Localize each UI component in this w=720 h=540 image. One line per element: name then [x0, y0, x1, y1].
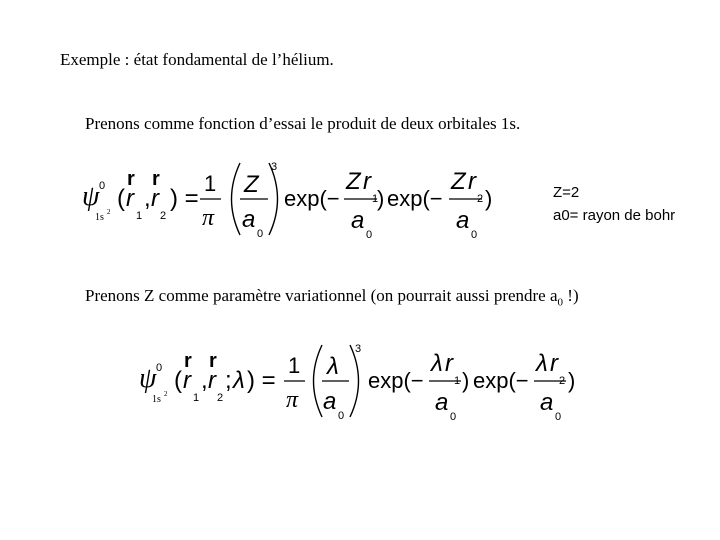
open-paren: (: [117, 185, 125, 212]
a0-symbol: a: [242, 206, 256, 233]
a0-subscript: 0: [257, 228, 264, 240]
exp2-r: r: [550, 350, 558, 377]
exp2-r-subscript: 2: [559, 375, 566, 387]
param-numerator: Z: [244, 171, 259, 198]
cube-exponent: 3: [355, 343, 362, 355]
exp2-a0: a: [540, 389, 554, 416]
exp2-r: r: [468, 168, 476, 195]
r1-symbol: r: [183, 367, 191, 394]
exp2-var: Z: [451, 168, 466, 195]
a0-definition-note: a0= rayon de bohr: [553, 207, 676, 224]
exp1-var: λ: [431, 350, 443, 377]
psi-symbol: ψ: [82, 181, 100, 212]
exp1-close: ): [377, 186, 385, 211]
variational-text: [85, 286, 579, 308]
exp2-a0-subscript: 0: [555, 411, 562, 423]
exp1-r: r: [445, 350, 453, 377]
psi-subscript: 1s: [95, 212, 104, 223]
vector-arrow-r2: r: [152, 168, 160, 190]
right-big-paren: [350, 343, 362, 417]
r1-subscript: 1: [193, 392, 200, 404]
lambda-argument: λ: [233, 367, 245, 394]
r2-symbol: r: [208, 367, 216, 394]
psi-subscript: 1s: [152, 394, 161, 405]
slide-title: Exemple : état fondamental de l’hélium.: [60, 50, 334, 69]
psi-subscript-power: 2: [107, 208, 111, 216]
param-numerator: λ: [327, 353, 339, 380]
r2-subscript: 2: [217, 392, 224, 404]
exp-label: exp(−: [368, 368, 424, 393]
close-equals: ) =: [170, 185, 199, 212]
left-big-paren: [314, 345, 323, 417]
numerator-one: 1: [288, 353, 301, 378]
vector-arrow-r1: r: [184, 350, 192, 372]
r1-subscript: 1: [136, 210, 143, 222]
left-big-paren: [232, 163, 241, 235]
variational-text-end: !): [563, 286, 579, 305]
psi-superscript: 0: [156, 362, 163, 374]
side-notes: [553, 181, 675, 227]
r1-symbol: r: [126, 185, 134, 212]
variational-text-subscript: 0: [557, 296, 564, 309]
exp1-a0-subscript: 0: [450, 411, 457, 423]
r2-subscript: 2: [160, 210, 167, 222]
exp2-a0-subscript: 0: [471, 229, 478, 241]
pi-symbol: π: [202, 205, 215, 231]
vector-arrow-r2: r: [209, 350, 217, 372]
pi-symbol: π: [286, 387, 299, 413]
exp2-close: ): [485, 186, 493, 211]
exp2-close: ): [568, 368, 576, 393]
exp-label: exp(−: [284, 186, 340, 211]
exp1-var: Z: [346, 168, 361, 195]
exp1-a0: a: [351, 207, 365, 234]
psi-symbol: ψ: [139, 363, 157, 394]
variational-function-equation: [137, 340, 587, 423]
exp1-a0-subscript: 0: [366, 229, 373, 241]
exp2-r-subscript: 2: [477, 193, 484, 205]
variational-text-main: Prenons Z comme paramètre variationnel (on pourrait aussi prendre a: [85, 286, 558, 305]
z-value-note: Z=2: [553, 184, 580, 201]
comma: ,: [201, 367, 208, 394]
semicolon: ;: [225, 367, 232, 394]
open-paren: (: [174, 367, 182, 394]
trial-function-equation: [80, 158, 520, 241]
exp-label: exp(−: [387, 186, 443, 211]
r2-symbol: r: [151, 185, 159, 212]
exp2-var: λ: [536, 350, 548, 377]
numerator-one: 1: [204, 171, 217, 196]
a0-symbol: a: [323, 388, 337, 415]
cube-exponent: 3: [271, 161, 278, 173]
vector-arrow-r1: r: [127, 168, 135, 190]
exp1-close: ): [462, 368, 470, 393]
intro-text: Prenons comme fonction d’essai le produit de deux orbitales 1s.: [85, 114, 521, 133]
exp1-r: r: [363, 168, 371, 195]
exp2-a0: a: [456, 207, 470, 234]
exp1-r-subscript: 1: [372, 193, 379, 205]
right-big-paren: [269, 163, 278, 235]
exp-label: exp(−: [473, 368, 529, 393]
psi-subscript-power: 2: [164, 390, 168, 398]
close-equals: ) =: [247, 367, 276, 394]
exp1-a0: a: [435, 389, 449, 416]
psi-superscript: 0: [99, 180, 106, 192]
comma: ,: [144, 185, 151, 212]
exp1-r-subscript: 1: [454, 375, 461, 387]
a0-subscript: 0: [338, 410, 345, 422]
